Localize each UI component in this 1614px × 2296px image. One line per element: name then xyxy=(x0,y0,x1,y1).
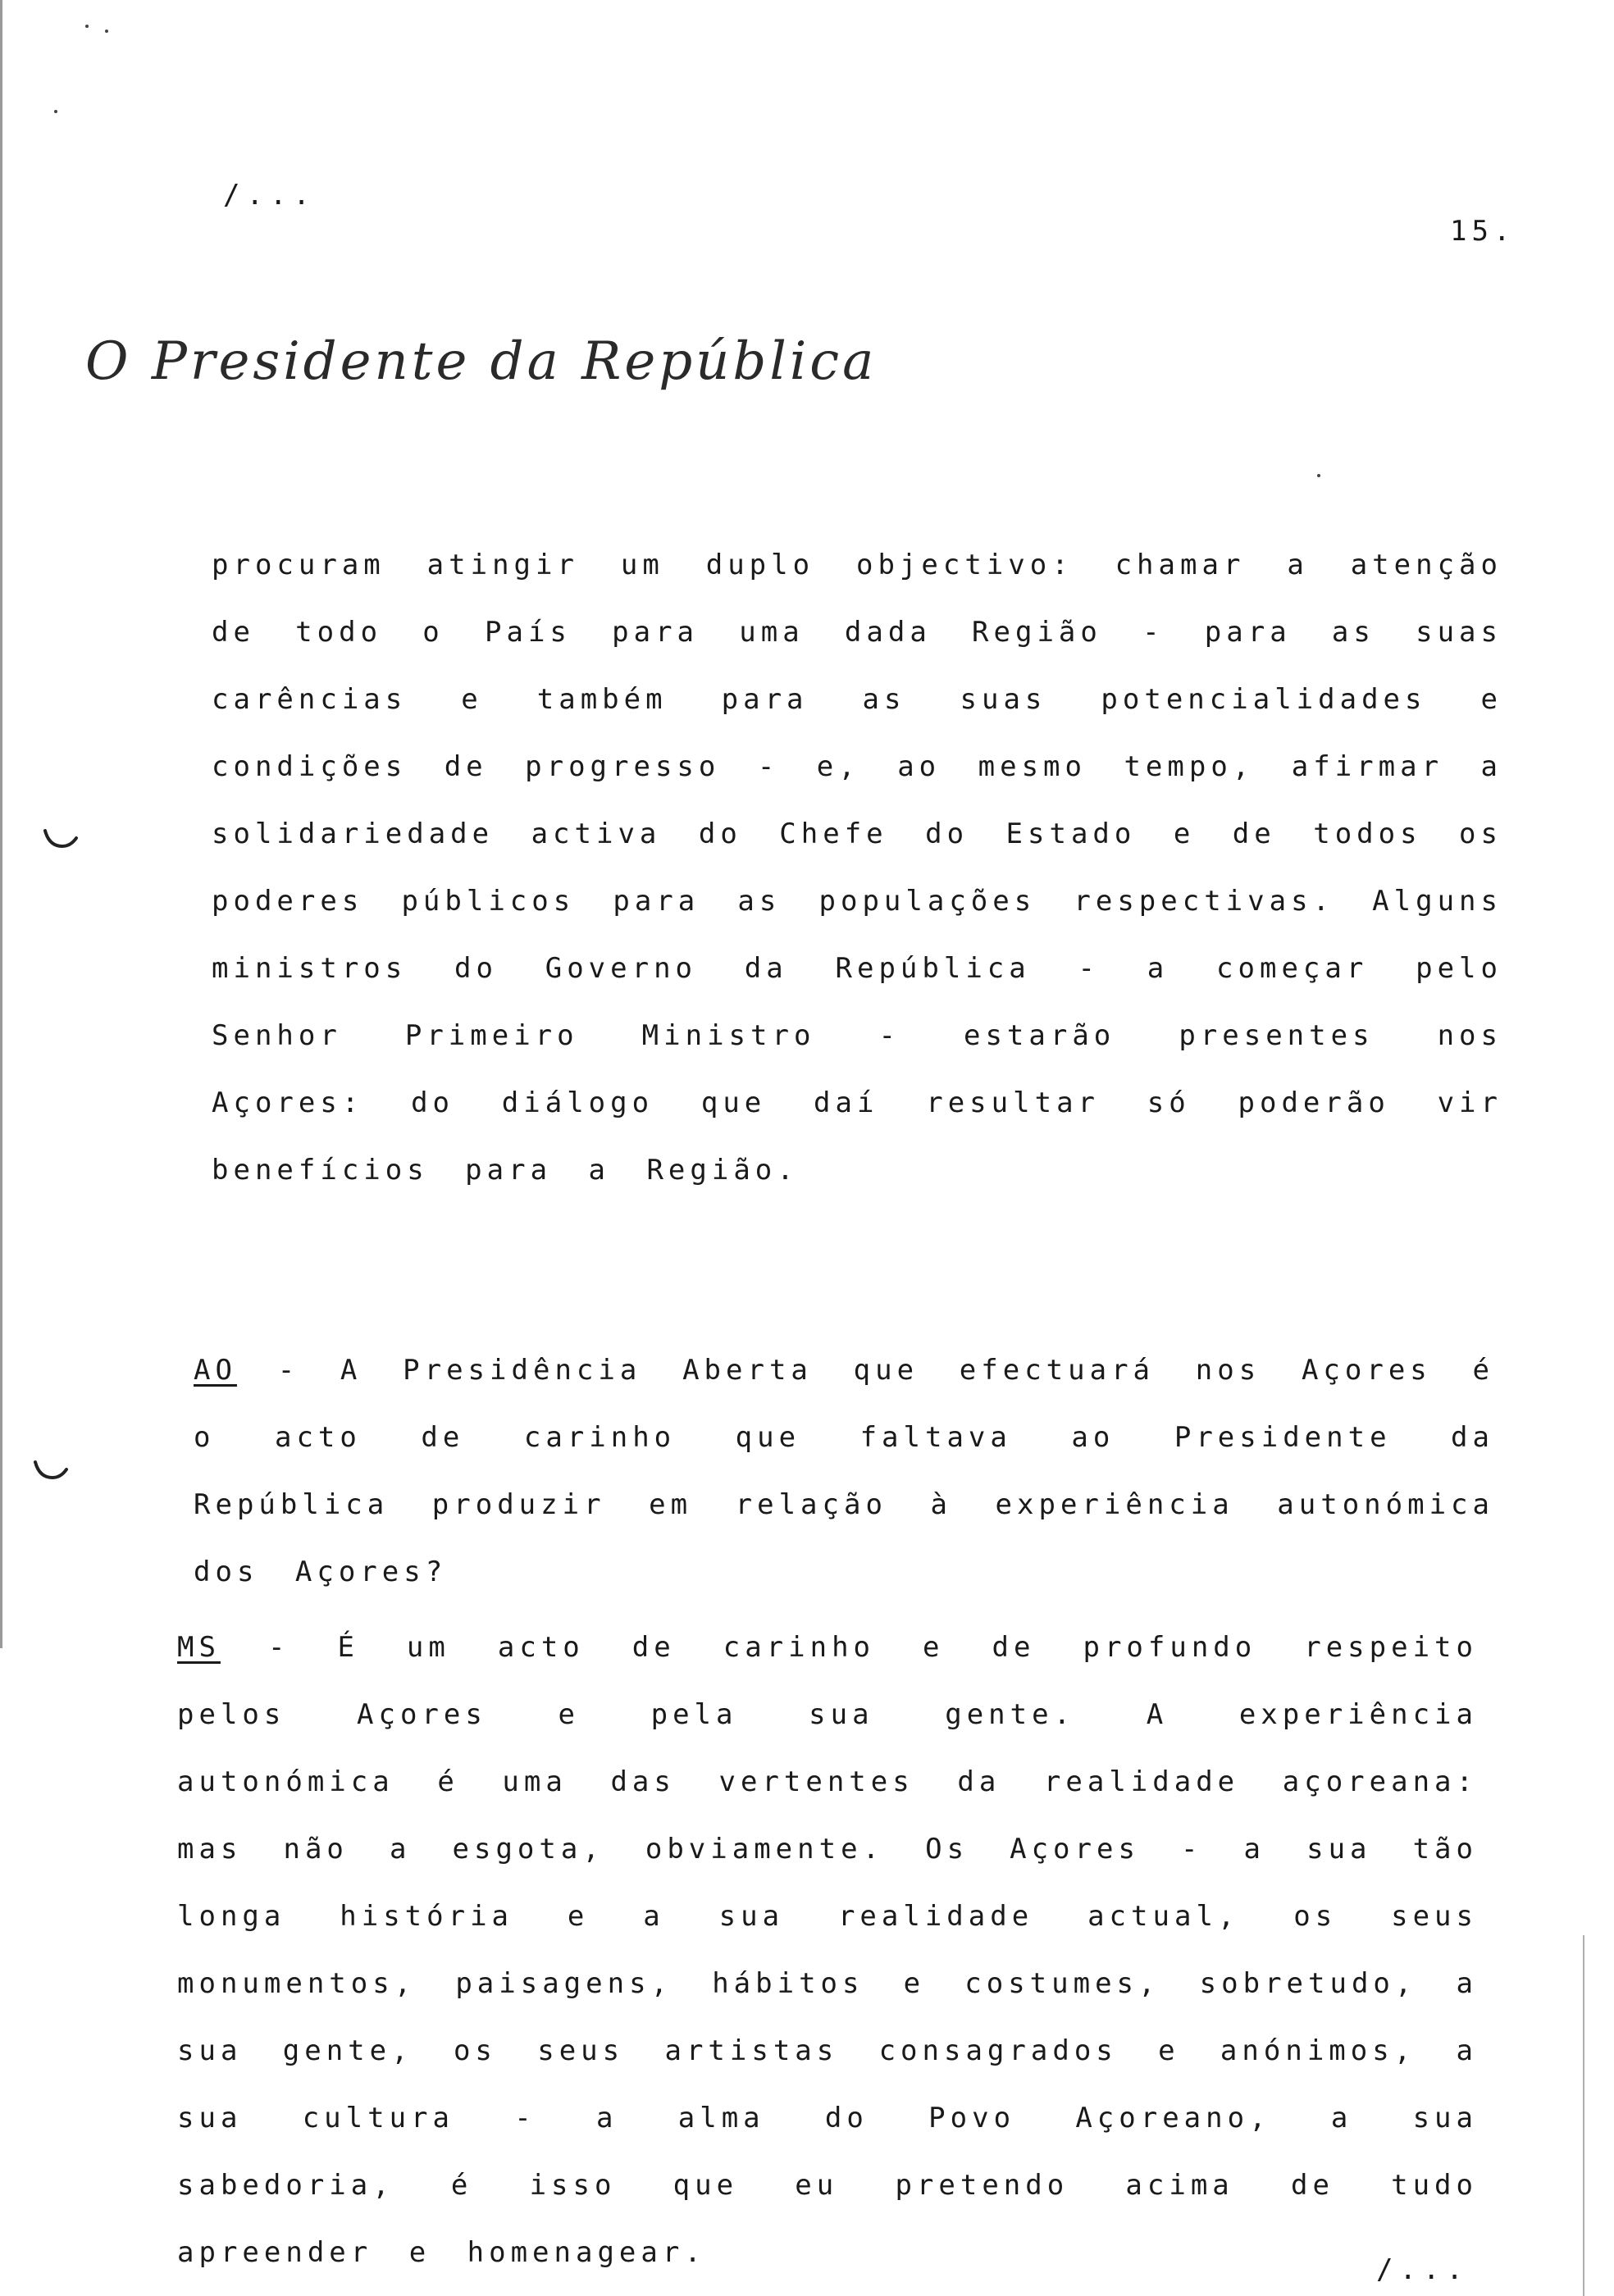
margin-check-mark xyxy=(43,828,79,850)
answer-paragraph xyxy=(177,1614,1478,2286)
scan-speck xyxy=(105,30,108,33)
scan-speck xyxy=(1317,474,1320,477)
body-paragraph xyxy=(212,531,1502,1204)
scan-speck xyxy=(54,110,57,113)
letterhead-signature: O Presidente da República xyxy=(85,331,878,392)
paragraph-text: procuram atingir um duplo objectivo: chamar a atenção de todo o País para uma dada Região - para as suas carências e também para as suas potencialidades e condições de progresso - e, ao mesmo tempo, afirmar a solidariedade activa do Chefe do Estado e de todos os poderes públicos para as populações respectivas. Alguns ministros do Governo da República - a começar pelo Senhor Primeiro Ministro - estarão presentes nos Açores: do diálogo que daí resultar só poderão vir benefícios para a Região. xyxy=(212,549,1502,1187)
speaker-label: AO xyxy=(194,1354,237,1387)
left-margin-rule xyxy=(0,0,2,1648)
page-number: 15. xyxy=(1450,215,1516,248)
margin-check-mark xyxy=(33,1460,69,1481)
paragraph-text: - É um acto de carinho e de profundo respeito pelos Açores e pela sua gente. A experiência autonómica é uma das vertentes da realidade açoreana: mas não a esgota, obviamente. Os Açores - a sua tão longa história e a sua realidade actual, os seus monumentos, paisagens, hábitos e costumes, sobretudo, a sua gente, os seus artistas consagrados e anónimos, a sua cultura - a alma do Povo Açoreano, a sua sabedoria, é isso que eu pretendo acima de tudo apreender e homenagear. xyxy=(177,1631,1478,2269)
continuation-mark-top: /... xyxy=(223,179,317,212)
scan-speck xyxy=(85,25,89,28)
right-margin-rule xyxy=(1583,1935,1584,2296)
paragraph-text: - A Presidência Aberta que efectuará nos Açores é o acto de carinho que faltava ao Presidente da República produzir em relação à experiência autonómica dos Açores? xyxy=(194,1354,1494,1588)
question-paragraph xyxy=(194,1337,1494,1606)
speaker-label: MS xyxy=(177,1631,221,1664)
continuation-mark-bottom: /... xyxy=(1376,2253,1470,2286)
